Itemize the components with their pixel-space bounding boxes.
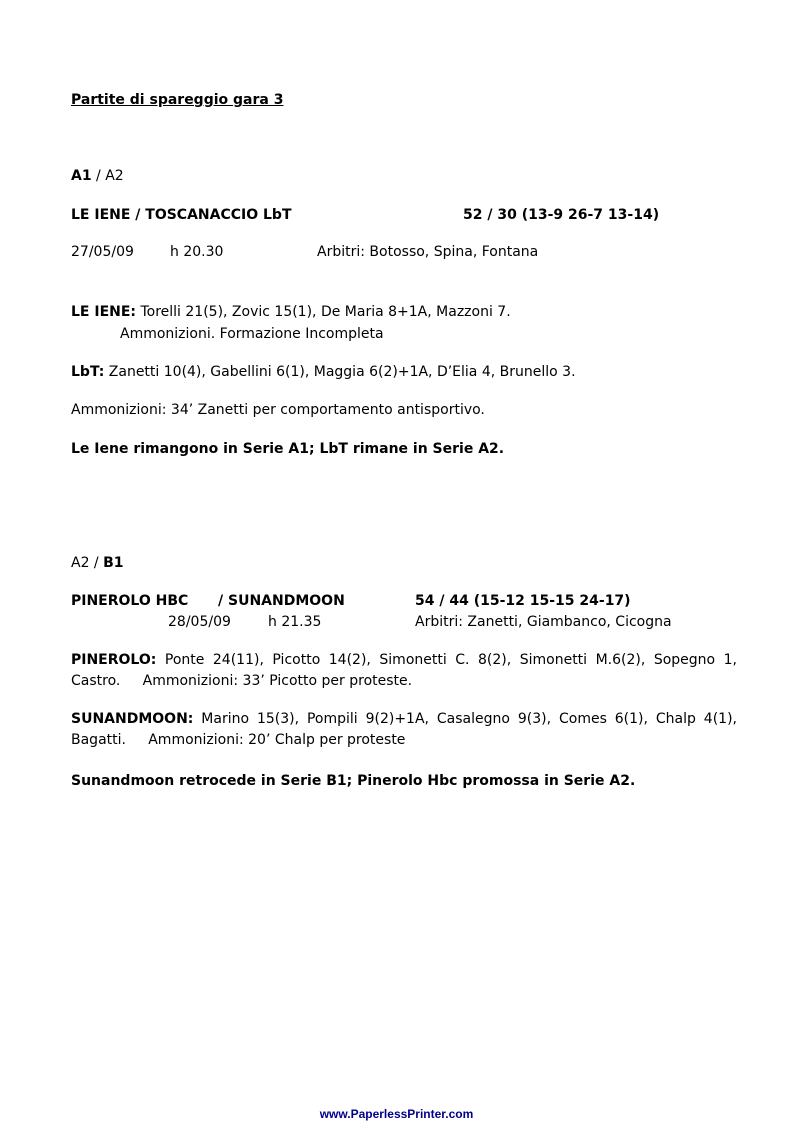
match2-league-a: A2 — [71, 555, 90, 571]
match1-team1-note: Ammonizioni. Formazione Incompleta — [120, 326, 384, 342]
match2-referees — [415, 612, 672, 632]
match1-ammonizioni: Ammonizioni: 34’ Zanetti per comportamento antisportivo. — [71, 402, 485, 418]
match1-team2-name: LbT: — [71, 364, 105, 380]
match2-referees-label: Arbitri: — [415, 614, 463, 630]
match2-team1-name: PINEROLO: — [71, 652, 157, 668]
match2-referees-names: Zanetti, Giambanco, Cicogna — [462, 614, 672, 630]
match2-team2-name: SUNANDMOON: — [71, 711, 194, 727]
match1-team2-scorers: Zanetti 10(4), Gabellini 6(1), Maggia 6(2)+1A, D’Elia 4, Brunello 3. — [104, 364, 576, 380]
match2-team1-note: Ammonizioni: 33’ Picotto per proteste. — [142, 673, 413, 689]
match2-league-b: B1 — [103, 555, 124, 571]
match2-team2-scorers: Marino 15(3), Pompili 9(2)+1A, Casalegno 9(3), Comes 6(1), Chalp 4(1), Bagatti. — [71, 711, 737, 748]
match1-leagues — [71, 166, 124, 186]
page-title: Partite di spareggio gara 3 — [71, 92, 284, 108]
match2-team2-note: Ammonizioni: 20’ Chalp per proteste — [148, 732, 406, 748]
match1-referees-label: Arbitri: — [317, 244, 365, 260]
match1-team1-players — [71, 302, 511, 322]
match2-league-sep: / — [89, 555, 104, 571]
match2-time: h 21.35 — [268, 614, 322, 630]
match1-date: 27/05/09 — [71, 244, 134, 260]
match1-team1-name: LE IENE: — [71, 304, 137, 320]
match2-date: 28/05/09 — [168, 614, 231, 630]
match2-score: 54 / 44 (15-12 15-15 24-17) — [415, 593, 631, 609]
footer-link[interactable]: www.PaperlessPrinter.com — [319, 1107, 474, 1121]
match1-score: 52 / 30 (13-9 26-7 13-14) — [463, 207, 660, 223]
match1-league-a: A1 — [71, 168, 92, 184]
match2-outcome: Sunandmoon retrocede in Serie B1; Pinerolo Hbc promossa in Serie A2. — [71, 773, 636, 789]
match2-team1-scorers: Ponte 24(11), Picotto 14(2), Simonetti C. 8(2), Simonetti M.6(2), Sopegno 1, Castro. — [71, 652, 737, 689]
match2-leagues — [71, 553, 124, 573]
match2-team2-paragraph — [71, 709, 737, 751]
match2-team1-paragraph — [71, 650, 737, 692]
match1-referees-names: Botosso, Spina, Fontana — [364, 244, 539, 260]
match1-team2-players — [71, 362, 576, 382]
match1-referees — [317, 242, 538, 262]
match1-teams: LE IENE / TOSCANACCIO LbT — [71, 207, 292, 223]
match2-team1: PINEROLO HBC — [71, 593, 189, 609]
match1-time: h 20.30 — [170, 244, 224, 260]
match1-league-sep: / — [91, 168, 106, 184]
match1-team1-scorers: Torelli 21(5), Zovic 15(1), De Maria 8+1A, Mazzoni 7. — [136, 304, 511, 320]
match1-outcome: Le Iene rimangono in Serie A1; LbT rimane in Serie A2. — [71, 441, 505, 457]
match1-league-b: A2 — [105, 168, 124, 184]
match2-team2: / SUNANDMOON — [218, 593, 345, 609]
